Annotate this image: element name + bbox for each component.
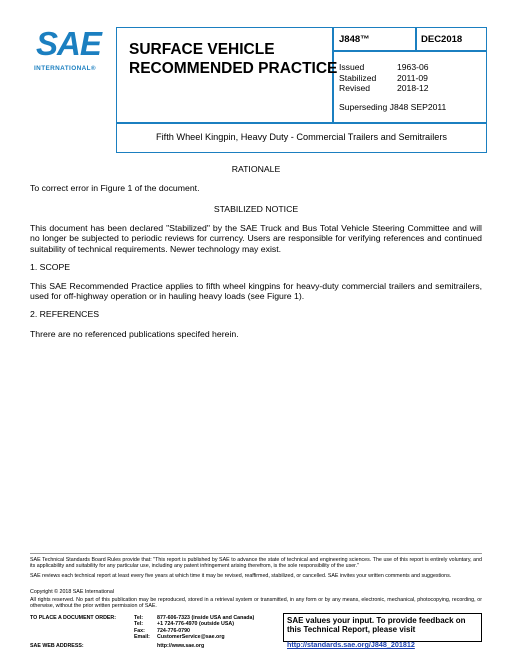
feedback-text: SAE values your input. To provide feedback on this Technical Report, please visit	[287, 616, 466, 635]
scope-heading: 1. SCOPE	[30, 262, 71, 272]
logo-wordmark: SAE	[36, 25, 101, 62]
order-label: TO PLACE A DOCUMENT ORDER:	[30, 615, 117, 621]
document-subtitle: Fifth Wheel Kingpin, Heavy Duty - Commercial Trailers and Semitrailers	[155, 132, 448, 142]
revision-history: Issued 1963-06 Stabilized 2011-09 Revised 2018-12	[339, 62, 429, 94]
rationale-heading: RATIONALE	[231, 164, 281, 174]
stabilized-heading: STABILIZED NOTICE	[213, 204, 299, 214]
document-type-title: SURFACE VEHICLE RECOMMENDED PRACTICE	[129, 41, 338, 77]
document-date: DEC2018	[421, 34, 463, 45]
feedback-link[interactable]: http://standards.sae.org/J848_201812	[287, 640, 415, 650]
fax-number: 724-776-0790	[157, 627, 190, 634]
logo-subtext: INTERNATIONAL®	[34, 65, 97, 72]
scope-text: This SAE Recommended Practice applies to fifth wheel kingpins for heavy-duty commercial trailers and semitrailers, used for off-highway operation or in hauling heavy loads (see Figure 1).	[30, 281, 482, 302]
superseding-note: Superseding J848 SEP2011	[339, 102, 447, 112]
copyright-text: Copyright © 2018 SAE International	[30, 589, 114, 595]
phone-intl: +1 724-776-4970 (outside USA)	[157, 621, 234, 628]
references-heading: 2. REFERENCES	[30, 309, 100, 319]
document-number: J848™	[339, 34, 370, 45]
footer-divider	[30, 553, 482, 554]
feedback-box	[283, 613, 482, 650]
document-header-box	[116, 27, 487, 153]
rights-text: All rights reserved. No part of this publication may be reproduced, stored in a retrieval system or transmitted, in any form or by any means, electronic, mechanical, photocopying, recording, or otherwise, without the prior written permission of SAE.	[30, 597, 482, 610]
email-address[interactable]: CustomerService@sae.org	[157, 633, 225, 640]
sae-logo	[34, 27, 106, 83]
web-address[interactable]: http://www.sae.org	[157, 643, 205, 649]
references-text: Threre are no referenced publications specifed herein.	[30, 329, 239, 339]
rationale-text: To correct error in Figure 1 of the document.	[30, 183, 200, 193]
review-text: SAE reviews each technical report at least every five years at which time it may be revised, reaffirmed, stabilized, or cancelled. SAE invites your written comments and suggestions.	[30, 573, 452, 579]
phone-usa: 877-606-7323 (inside USA and Canada)	[157, 615, 255, 621]
board-rules-text: SAE Technical Standards Board Rules provide that: "This report is published by SAE to advance the state of technical and engineering sciences. The use of this report is entirely voluntary, and its applicability and suitability for any particular use, including any patent infringement arising therefrom, is the sole responsibility of the user."	[30, 557, 482, 570]
web-label: SAE WEB ADDRESS:	[30, 643, 84, 649]
stabilized-text: This document has been declared "Stabilized" by the SAE Truck and Bus Total Vehicle Steering Committee and will no longer be subjected to periodic reviews for currency. Users are responsible for verifying references and continued suitability of technical requirements. Newer technology may exist.	[30, 223, 482, 254]
